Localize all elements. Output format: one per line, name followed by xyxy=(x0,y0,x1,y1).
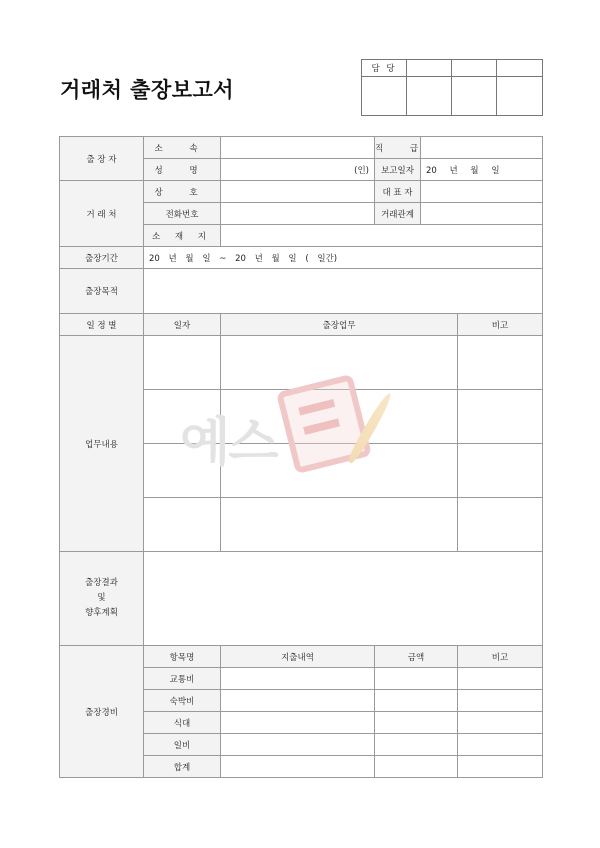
expense-detail-cell[interactable] xyxy=(221,712,375,734)
approval-sign-2[interactable] xyxy=(407,77,452,116)
seal-mark: (인) xyxy=(354,165,369,176)
schedule-date-cell[interactable] xyxy=(144,498,221,552)
schedule-task-cell[interactable] xyxy=(221,444,458,498)
phone-field[interactable] xyxy=(221,203,375,225)
result-label xyxy=(60,552,144,646)
schedule-date-cell[interactable] xyxy=(144,390,221,444)
schedule-date-header: 일자 xyxy=(144,314,221,336)
ceo-field[interactable] xyxy=(421,181,543,203)
schedule-task-cell[interactable] xyxy=(221,336,458,390)
expense-note-cell[interactable] xyxy=(458,712,543,734)
relation-field[interactable] xyxy=(421,203,543,225)
schedule-task-cell[interactable] xyxy=(221,498,458,552)
expense-total-detail[interactable] xyxy=(221,756,375,778)
company-field[interactable] xyxy=(221,181,375,203)
period-field[interactable] xyxy=(144,247,543,269)
approval-blank-2 xyxy=(452,60,497,77)
approval-blank-1 xyxy=(407,60,452,77)
affiliation-field[interactable] xyxy=(221,137,375,159)
watermark-text: 예스 xyxy=(180,413,277,473)
expense-item-daily: 일비 xyxy=(144,734,221,756)
address-field[interactable] xyxy=(221,225,543,247)
ceo-label: 대 표 자 xyxy=(375,181,421,203)
traveler-section-label: 출 장 자 xyxy=(60,137,144,181)
purpose-label: 출장목적 xyxy=(60,269,144,314)
name-field[interactable] xyxy=(221,159,375,181)
name-label: 성 명 xyxy=(144,159,221,181)
expense-amount-cell[interactable] xyxy=(375,668,458,690)
company-label: 상 호 xyxy=(144,181,221,203)
expenses-section-label: 출장경비 xyxy=(60,646,144,778)
period-label: 출장기간 xyxy=(60,247,144,269)
schedule-date-cell[interactable] xyxy=(144,336,221,390)
report-form-table xyxy=(59,136,543,778)
period-value: 20 년 월 일 ~ 20 년 월 일 ( 일간) xyxy=(149,253,338,264)
report-date-field[interactable] xyxy=(421,159,543,181)
result-label-line3: 향후계획 xyxy=(85,608,118,618)
expense-total-amount[interactable] xyxy=(375,756,458,778)
phone-label: 전화번호 xyxy=(144,203,221,225)
schedule-date-cell[interactable] xyxy=(144,444,221,498)
schedule-note-cell[interactable] xyxy=(458,390,543,444)
approval-blank-3 xyxy=(497,60,543,77)
expense-note-cell[interactable] xyxy=(458,668,543,690)
relation-label: 거래관계 xyxy=(375,203,421,225)
expense-item-header: 항목명 xyxy=(144,646,221,668)
expense-item-lodging: 숙박비 xyxy=(144,690,221,712)
work-content-label: 업무내용 xyxy=(60,336,144,552)
approval-sign-3[interactable] xyxy=(452,77,497,116)
approval-label: 담 당 xyxy=(362,60,407,77)
report-date-value: 20 년 월 일 xyxy=(426,165,500,176)
result-label-line1: 출장결과 xyxy=(85,578,118,588)
expense-detail-header: 지출내역 xyxy=(221,646,375,668)
position-field[interactable] xyxy=(421,137,543,159)
schedule-header: 일 정 별 xyxy=(60,314,144,336)
position-label: 직 급 xyxy=(375,137,421,159)
approval-box xyxy=(361,59,543,116)
expense-note-cell[interactable] xyxy=(458,734,543,756)
schedule-note-cell[interactable] xyxy=(458,336,543,390)
document-title: 거래처 출장보고서 xyxy=(60,78,235,102)
report-date-label: 보고일자 xyxy=(375,159,421,181)
expense-note-header: 비고 xyxy=(458,646,543,668)
schedule-task-header: 출장업무 xyxy=(221,314,458,336)
expense-amount-cell[interactable] xyxy=(375,734,458,756)
expense-item-transport: 교통비 xyxy=(144,668,221,690)
schedule-note-cell[interactable] xyxy=(458,444,543,498)
expense-amount-cell[interactable] xyxy=(375,690,458,712)
address-label: 소 재 지 xyxy=(144,225,221,247)
approval-sign-4[interactable] xyxy=(497,77,543,116)
expense-detail-cell[interactable] xyxy=(221,690,375,712)
expense-detail-cell[interactable] xyxy=(221,668,375,690)
result-label-line2: 및 xyxy=(97,593,106,603)
expense-amount-cell[interactable] xyxy=(375,712,458,734)
result-field[interactable] xyxy=(144,552,543,646)
affiliation-label: 소 속 xyxy=(144,137,221,159)
purpose-field[interactable] xyxy=(144,269,543,314)
client-section-label: 거 래 처 xyxy=(60,181,144,247)
expense-amount-header: 금액 xyxy=(375,646,458,668)
expense-total-note[interactable] xyxy=(458,756,543,778)
expense-total-label: 합계 xyxy=(144,756,221,778)
schedule-note-cell[interactable] xyxy=(458,498,543,552)
expense-note-cell[interactable] xyxy=(458,690,543,712)
schedule-note-header: 비고 xyxy=(458,314,543,336)
expense-detail-cell[interactable] xyxy=(221,734,375,756)
approval-sign-1[interactable] xyxy=(362,77,407,116)
expense-item-meals: 식대 xyxy=(144,712,221,734)
schedule-task-cell[interactable] xyxy=(221,390,458,444)
